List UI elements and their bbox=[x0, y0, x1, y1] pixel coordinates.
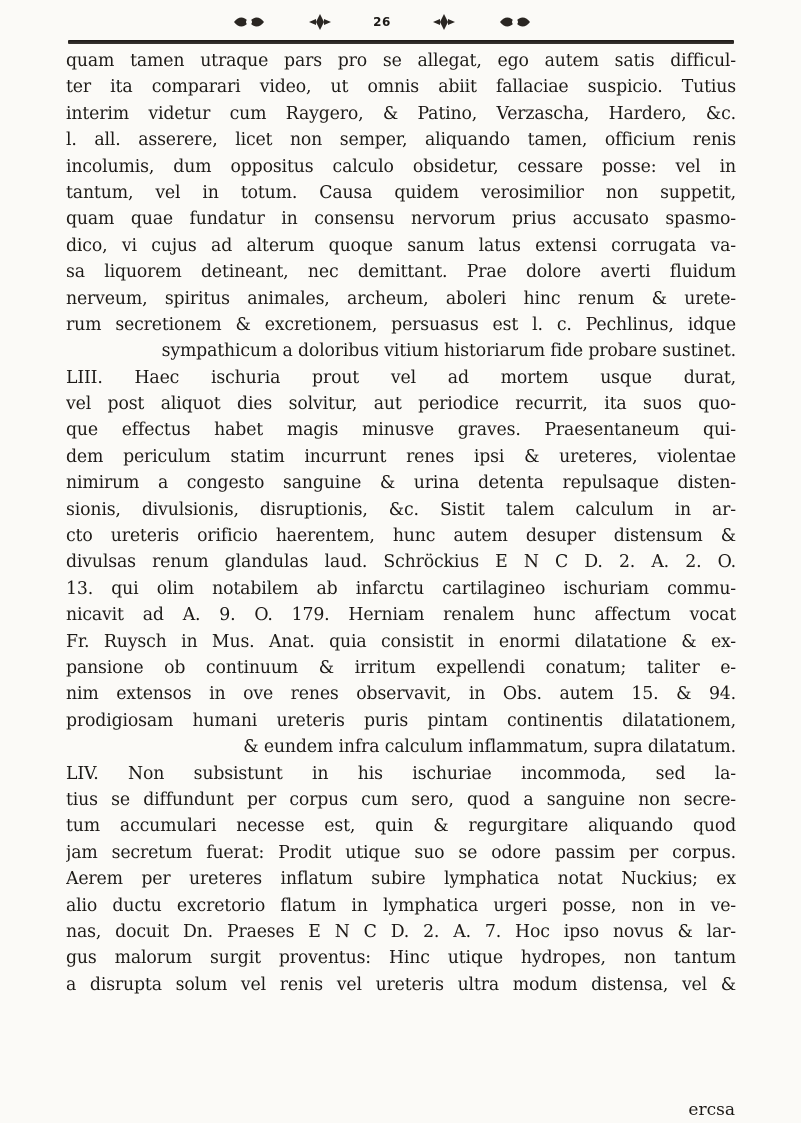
body-text bbox=[66, 48, 736, 998]
text-line: l. all. asserere, licet non semper, aliquando tamen, officium renis bbox=[66, 130, 736, 151]
text-line: nicavit ad A. 9. O. 179. Herniam renalem hunc affectum vocat bbox=[66, 605, 736, 626]
text-line: que effectus habet magis minusve graves. Praesentaneum qui- bbox=[66, 420, 736, 441]
text-line: tum accumulari necesse est, quin & regurgitare aliquando quod bbox=[66, 816, 736, 837]
text-line: nerveum, spiritus animales, archeum, aboleri hinc renum & urete- bbox=[66, 288, 736, 309]
text-line: tantum, vel in totum. Causa quidem verosimilior non suppetit, bbox=[66, 182, 736, 203]
text-line: alio ductu excretorio flatum in lymphatica urgeri posse, non in ve- bbox=[66, 895, 736, 916]
text-line: dico, vi cujus ad alterum quoque sanum latus extensi corrugata va- bbox=[66, 235, 736, 256]
text-line: nas, docuit Dn. Praeses E N C D. 2. A. 7. Hoc ipso novus & lar- bbox=[66, 921, 736, 942]
text-line: tius se diffundunt per corpus cum sero, quod a sanguine non secre- bbox=[66, 789, 736, 810]
text-line: gus malorum surgit proventus: Hinc utique hydropes, non tantum bbox=[66, 948, 736, 969]
text-line: cto ureteris orificio haerentem, hunc autem desuper distensum & bbox=[66, 526, 736, 547]
text-line: rum secretionem & excretionem, persuasus est l. c. Pechlinus, idque bbox=[66, 314, 736, 335]
text-line: nimirum a congesto sanguine & urina detenta repulsaque disten- bbox=[66, 473, 736, 494]
text-line: quam tamen utraque pars pro se allegat, ego autem satis difficul- bbox=[66, 51, 736, 71]
text-line: prodigiosam humani ureteris puris pintam continentis dilatationem, bbox=[66, 710, 736, 731]
header-ornament bbox=[232, 6, 532, 38]
page-number: 26 bbox=[373, 15, 391, 29]
text-line: dem periculum statim incurrunt renes ipsi & ureteres, violentae bbox=[66, 446, 736, 467]
text-line: sympathicum a doloribus vitium historiarum fide probare sustinet. bbox=[161, 341, 736, 362]
catchword: ercsa bbox=[688, 1100, 735, 1120]
text-line: 13. qui olim notabilem ab infarctu cartilagineo ischuriam commu- bbox=[66, 578, 736, 599]
text-line: pansione ob continuum & irritum expellendi conatum; taliter e- bbox=[66, 657, 736, 678]
fleuron-icon bbox=[232, 12, 266, 32]
text-line: interim videtur cum Raygero, & Patino, Verzascha, Hardero, &c. bbox=[66, 103, 736, 124]
text-line: divulsas renum glandulas laud. Schröckius E N C D. 2. A. 2. O. bbox=[66, 552, 736, 573]
text-line: a disrupta solum vel renis vel ureteris ultra modum distensa, vel & bbox=[66, 974, 736, 995]
text-line: vel post aliquot dies solvitur, aut periodice recurrit, ita suos quo- bbox=[66, 394, 736, 415]
section-heading-line: LIV. Non subsistunt in his ischuriae incommoda, sed la- bbox=[66, 763, 736, 784]
text-line: Aerem per ureteres inflatum subire lymphatica notat Nuckius; ex bbox=[66, 869, 736, 890]
text-line: sionis, divulsionis, disruptionis, &c. Sistit talem calculum in ar- bbox=[66, 499, 736, 520]
text-line: sa liquorem detineant, nec demittant. Prae dolore averti fluidum bbox=[66, 262, 736, 283]
fleuron-icon bbox=[307, 12, 333, 32]
fleuron-icon bbox=[431, 12, 457, 32]
section-heading-line: LIII. Haec ischuria prout vel ad mortem usque durat, bbox=[66, 367, 736, 388]
header-rule bbox=[68, 40, 734, 44]
text-line: jam secretum fuerat: Prodit utique suo se odore passim per corpus. bbox=[66, 842, 736, 863]
text-line: incolumis, dum oppositus calculo obsidetur, cessare posse: vel in bbox=[66, 156, 736, 177]
text-line: quam quae fundatur in consensu nervorum prius accusato spasmo- bbox=[66, 209, 736, 230]
text-line: & eundem infra calculum inflammatum, supra dilatatum. bbox=[243, 737, 736, 758]
text-line: nim extensos in ove renes observavit, in Obs. autem 15. & 94. bbox=[66, 684, 736, 705]
text-line: Fr. Ruysch in Mus. Anat. quia consistit in enormi dilatatione & ex- bbox=[66, 631, 736, 652]
fleuron-icon bbox=[498, 12, 532, 32]
text-line: ter ita comparari video, ut omnis abiit fallaciae suspicio. Tutius bbox=[66, 77, 736, 98]
